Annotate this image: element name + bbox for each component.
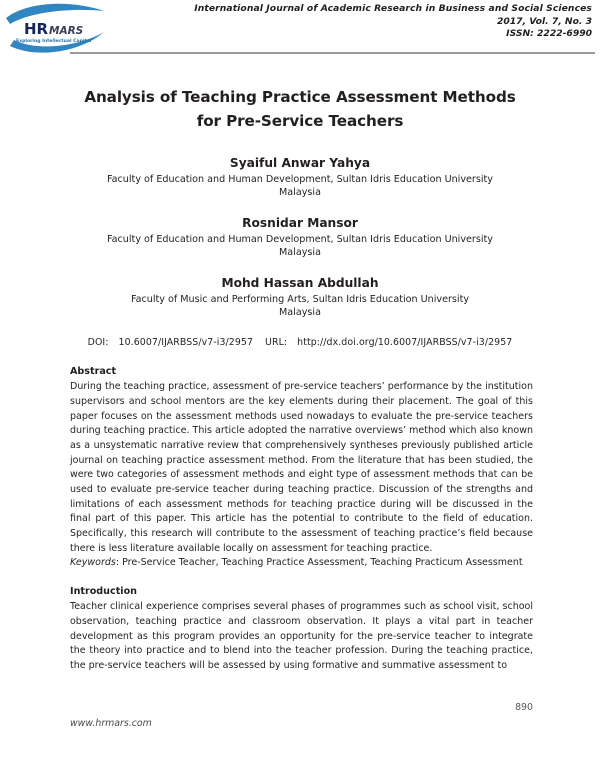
doi-label: DOI: <box>87 336 109 348</box>
author-list <box>0 155 600 320</box>
hrmars-logo-graphic <box>4 2 112 54</box>
journal-issn: ISSN: 2222-6990 <box>506 28 592 40</box>
header-divider <box>70 52 595 54</box>
journal-title: International Journal of Academic Research in Business and Social Sciences <box>194 3 592 14</box>
url-label: URL: <box>265 336 288 348</box>
introduction-text: Teacher clinical experience comprises several phases of programmes such as school visit, school observation, teaching practice and classroom observation. It plays a vital part in teacher development as this program provides an opportunity for the pre-service teacher to integrate the theory into practice and to blend into the teacher profession. During the teaching practice, the pre-service teachers will be assessed by using formative and summative assessment to <box>70 601 533 672</box>
author-name: Mohd Hassan Abdullah <box>221 275 379 290</box>
author-entry <box>0 215 600 260</box>
hrmars-logo <box>4 2 112 54</box>
page-number: 890 <box>515 702 533 713</box>
keywords-label: Keywords <box>70 557 116 569</box>
doi-value: 10.6007/IJARBSS/v7-i3/2957 <box>118 336 254 348</box>
doi-url-line <box>0 337 600 348</box>
author-country: Malaysia <box>279 307 321 319</box>
author-affiliation: Faculty of Education and Human Development, Sultan Idris Education University <box>107 233 493 245</box>
abstract-section <box>70 365 533 571</box>
introduction-section <box>70 585 533 674</box>
author-country: Malaysia <box>279 247 321 259</box>
author-name: Syaiful Anwar Yahya <box>229 156 371 171</box>
journal-volume: 2017, Vol. 7, No. 3 <box>496 15 592 27</box>
introduction-heading: Introduction <box>70 585 137 597</box>
author-entry <box>0 275 600 320</box>
footer-website[interactable]: www.hrmars.com <box>70 718 152 730</box>
author-entry <box>0 155 600 200</box>
journal-metadata <box>194 3 592 41</box>
page-title: Analysis of Teaching Practice Assessment Methods for Pre-Service Teachers <box>84 88 516 130</box>
keywords-separator: : <box>115 557 123 569</box>
logo-tagline: Exploring Intellectual Capital <box>16 39 92 44</box>
abstract-heading: Abstract <box>70 365 117 377</box>
url-value[interactable]: http://dx.doi.org/10.6007/IJARBSS/v7-i3/2957 <box>297 336 513 348</box>
keywords-value: Pre-Service Teacher, Teaching Practice Assessment, Teaching Practicum Assessment <box>122 557 523 569</box>
page-footer <box>0 702 600 736</box>
abstract-text: During the teaching practice, assessment of pre-service teachers’ performance by the institution supervisors and school mentors are the key elements during their placement. The goal of this paper focuses on the assessment methods used nowadays to evaluate the pre-service teachers during teaching practice. This article adopted the narrative overviews’ method which also known as a unsystematic narrative review that comprehensively syntheses previously published article journal on teaching practice assessment method. From the literature that has been studied, the were two categories of assessment methods and eight type of assessment methods that can be used to evaluate pre-service teacher during teaching practice. Discussion of the strengths and limitations of each assessment methods for teaching practice during will be discussed in the final part of this paper. This article has the potential to contribute to the field of education. Specifically, this research will contribute to the assessment of teaching practice’s field because there is less literature available locally on assessment for teaching practice. <box>70 381 533 554</box>
author-affiliation: Faculty of Music and Performing Arts, Sultan Idris Education University <box>130 293 470 305</box>
author-affiliation: Faculty of Education and Human Development, Sultan Idris Education University <box>107 173 493 185</box>
logo-brand-primary: HR <box>24 20 49 38</box>
logo-swoosh-top-icon <box>6 4 104 24</box>
logo-brand-secondary: MARS <box>49 25 84 37</box>
author-country: Malaysia <box>279 187 321 199</box>
author-name: Rosnidar Mansor <box>242 216 358 231</box>
article-body <box>0 365 600 674</box>
page-header <box>0 0 600 56</box>
keywords-line <box>70 556 533 571</box>
